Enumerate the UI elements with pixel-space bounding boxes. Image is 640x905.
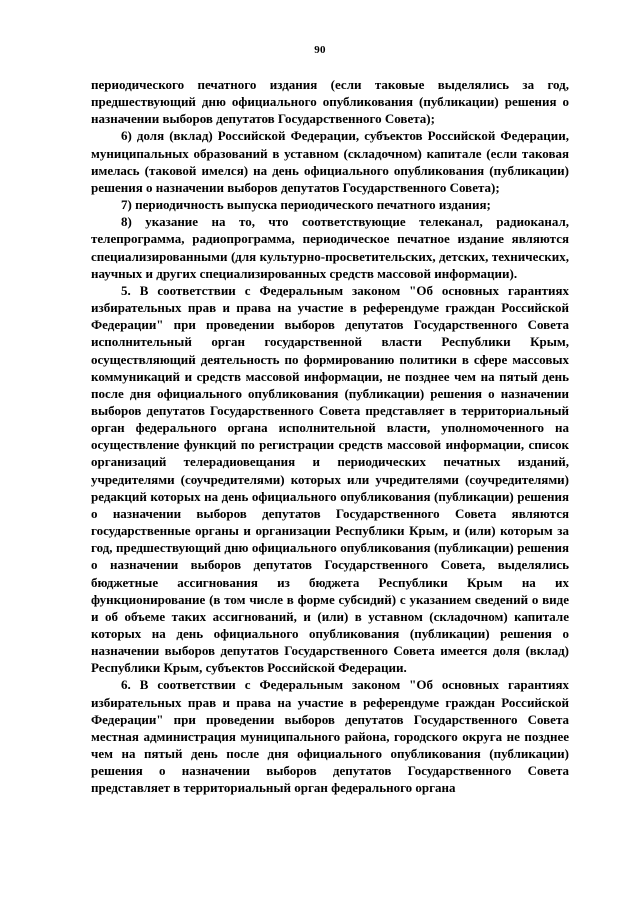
document-body bbox=[91, 76, 569, 797]
paragraph-item-7: 7) периодичность выпуска периодического печатного издания; bbox=[121, 197, 491, 213]
paragraph-item-6: 6) доля (вклад) Российской Федерации, субъектов Российской Федерации, муниципальных образований в уставном (складочном) капитале (если таковая имелась (таковой имелся) на день официального опубликования (публикации) решения о назначении выборов депутатов Государственного Совета); bbox=[91, 128, 569, 195]
paragraph-item-8: 8) указание на то, что соответствующие телеканал, радиоканал, телепрограмма, радиопрограмма, периодическое печатное издание являются специализированными (для культурно-просветительских, детских, технических, научных и других специализированных средств массовой информации). bbox=[91, 214, 569, 281]
paragraph-continuation: периодического печатного издания (если таковые выделялись за год, предшествующий дню официального опубликования (публикации) решения о назначении выборов депутатов Государственного Совета); bbox=[91, 77, 569, 127]
page-number: 90 bbox=[314, 44, 326, 56]
paragraph-clause-5: 5. В соответствии с Федеральным законом "Об основных гарантиях избирательных прав и права на участие в референдуме граждан Российской Федерации" при проведении выборов депутатов Государственного Совета исполнительный орган государственной власти Республики Крым, осуществляющий деятельность по формированию политики в сфере массовых коммуникаций и средств массовой информации, не позднее чем на пятый день после дня официального опубликования (публикации) решения о назначении выборов депутатов Государственного Совета представляет в территориальный орган федерального органа исполнительной власти, уполномоченного на осуществление функций по регистрации средств массовой информации, список организаций телерадиовещания и периодических печатных изданий, учредителями (соучредителями) которых или учредителями (соучредителями) редакций которых на день официального опубликования (публикации) решения о назначении выборов депутатов Государственного Совета являются государственные органы и организации Республики Крым, и (или) которым за год, предшествующий дню официального опубликования (публикации) решения о назначении выборов депутатов Государственного Совета, выделялись бюджетные ассигнования из бюджета Республики Крым на их функционирование (в том числе в форме субсидий) с указанием сведений о виде и об объеме таких ассигнований, и (или) в уставном (складочном) капитале которых на день официального опубликования (публикации) решения о назначении выборов депутатов Государственного Совета имеется доля (вклад) Республики Крым, субъектов Российской Федерации. bbox=[91, 282, 569, 676]
paragraph-clause-6: 6. В соответствии с Федеральным законом "Об основных гарантиях избирательных прав и права на участие в референдуме граждан Российской Федерации" при проведении выборов депутатов Государственного Совета местная администрация муниципального района, городского округа не позднее чем на пятый день после дня официального опубликования (публикации) решения о назначении выборов депутатов Государственного Совета представляет в территориальный орган федерального органа bbox=[91, 677, 569, 796]
